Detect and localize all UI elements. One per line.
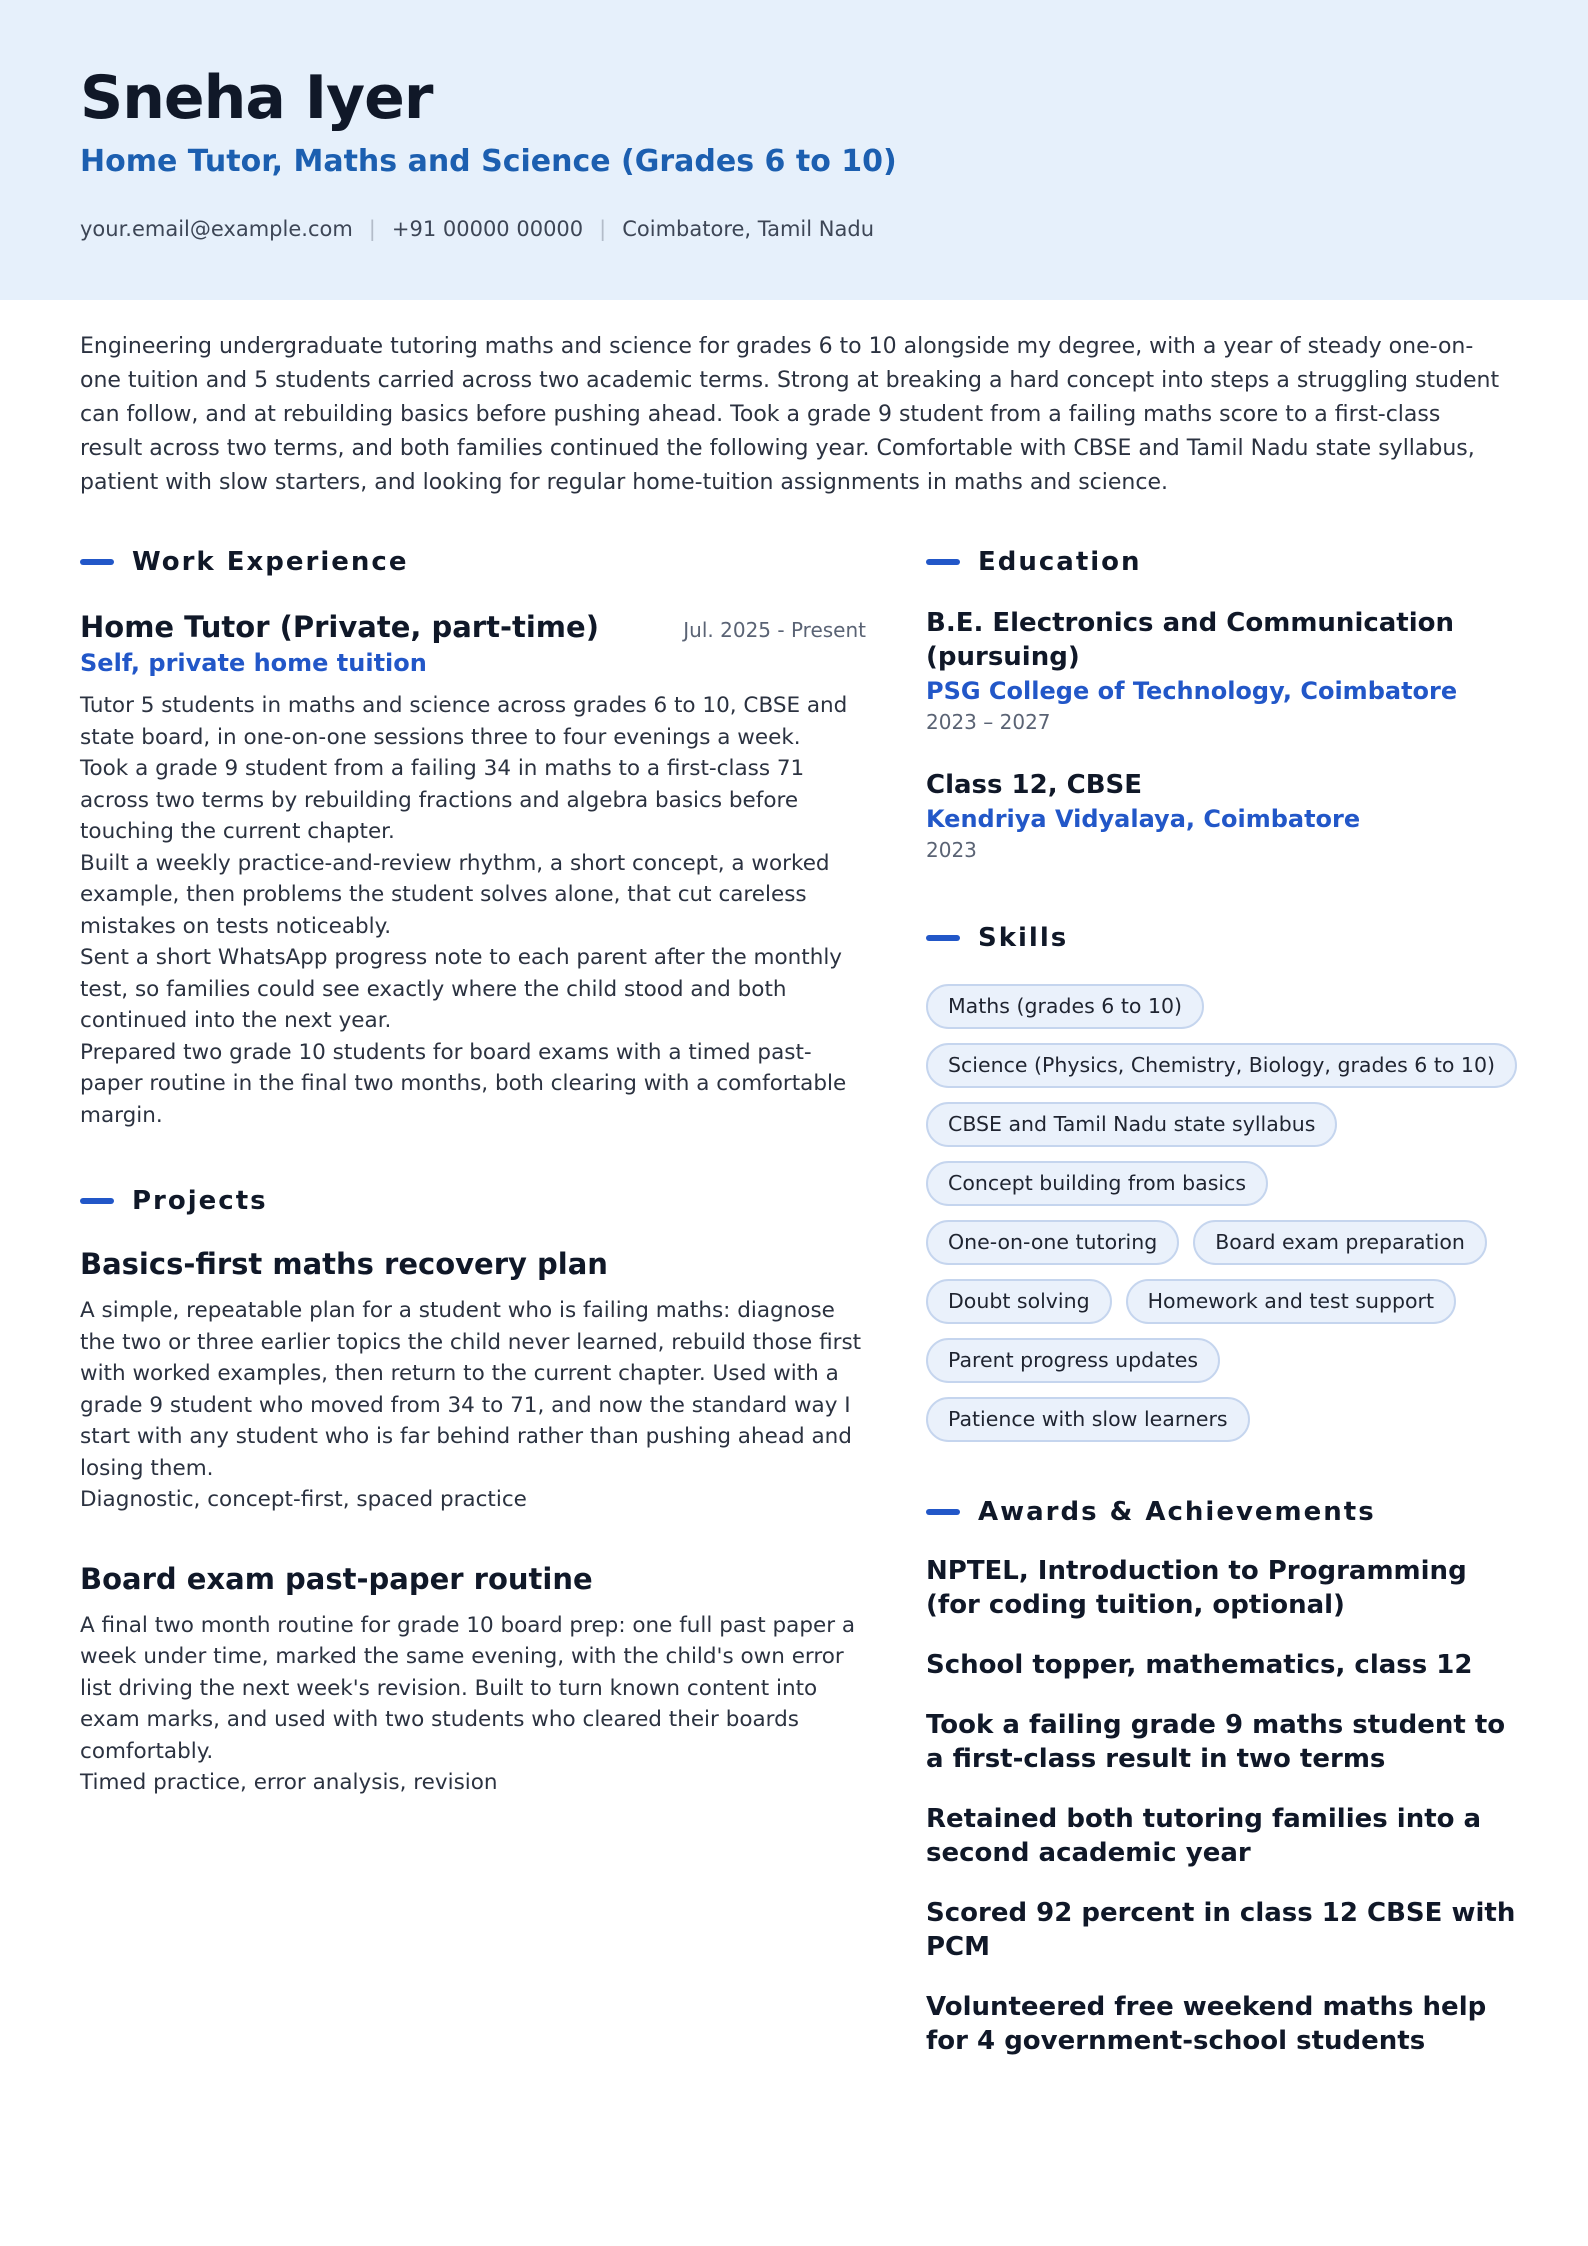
education-school: PSG College of Technology, Coimbatore <box>926 677 1458 705</box>
job-dates: Jul. 2025 - Present <box>683 618 866 642</box>
contact-separator: | <box>599 217 607 241</box>
project-title: Basics-first maths recovery plan <box>80 1247 608 1281</box>
skill-chip: Science (Physics, Chemistry, Biology, grades 6 to 10) <box>926 1043 1517 1088</box>
skill-chip: Board exam preparation <box>1193 1220 1487 1265</box>
project-entry <box>80 1560 866 1799</box>
section-title-label: Skills <box>978 923 1069 953</box>
project-tags: Timed practice, error analysis, revision <box>80 1770 498 1795</box>
award-item: Scored 92 percent in class 12 CBSE with PCM <box>926 1898 1516 1962</box>
contact-separator: | <box>368 217 376 241</box>
skill-chip: CBSE and Tamil Nadu state syllabus <box>926 1102 1337 1147</box>
skills-list <box>926 984 1526 1442</box>
left-column <box>80 544 866 1799</box>
education-years: 2023 – 2027 <box>926 710 1051 734</box>
skill-chip: Parent progress updates <box>926 1338 1220 1383</box>
job-organization: Self, private home tuition <box>80 649 427 677</box>
contact-email: your.email@example.com <box>80 217 353 241</box>
job-bullet: Built a weekly practice-and-review rhythm, a short concept, a worked example, then problems the student solves alone, that cut careless mistakes on tests noticeably. <box>80 850 830 939</box>
section-work-experience <box>80 544 866 580</box>
education-school: Kendriya Vidyalaya, Coimbatore <box>926 805 1361 833</box>
section-accent-bar <box>926 1509 960 1515</box>
education-entry <box>926 768 1516 864</box>
section-accent-bar <box>926 935 960 941</box>
section-awards <box>926 1494 1516 1530</box>
job-bullet: Took a grade 9 student from a failing 34 in maths to a first-class 71 across two terms by rebuilding fractions and algebra basics before touching the current chapter. <box>80 756 805 844</box>
section-title-label: Awards & Achievements <box>978 1497 1376 1527</box>
skill-chip: Homework and test support <box>1126 1279 1456 1324</box>
project-description: A simple, repeatable plan for a student who is failing maths: diagnose the two or three earlier topics the child never learned, rebuild those first with worked examples, then return to the current chapter. Used with a grade 9 student who moved from 34 to 71, and now the standard way I start with any student who is far behind rather than pushing ahead and losing them. <box>80 1298 862 1481</box>
job-entry <box>80 608 866 1131</box>
award-item: Took a failing grade 9 maths student to a first-class result in two terms <box>926 1710 1506 1774</box>
job-header <box>80 608 866 646</box>
education-entry <box>926 606 1516 736</box>
education-degree: B.E. Electronics and Communication (pursuing) <box>926 608 1455 672</box>
contact-phone: +91 00000 00000 <box>391 217 584 241</box>
skill-chip: Patience with slow learners <box>926 1397 1250 1442</box>
section-accent-bar <box>80 559 114 565</box>
right-column <box>926 544 1516 2084</box>
award-item: Volunteered free weekend maths help for 4 government-school students <box>926 1992 1487 2056</box>
education-years: 2023 <box>926 838 977 862</box>
award-item: School topper, mathematics, class 12 <box>926 1650 1473 1680</box>
project-entry <box>80 1245 866 1516</box>
contact-info <box>80 214 874 244</box>
project-title: Board exam past-paper routine <box>80 1561 593 1596</box>
resume-header <box>0 0 1588 300</box>
section-skills <box>926 920 1516 956</box>
award-item: Retained both tutoring families into a second academic year <box>926 1804 1482 1868</box>
job-bullet: Prepared two grade 10 students for board exams with a timed past-paper routine in the final two months, both clearing with a comfortable margin. <box>80 1039 847 1128</box>
award-item: NPTEL, Introduction to Programming (for coding tuition, optional) <box>926 1556 1467 1620</box>
project-tags: Diagnostic, concept-first, spaced practice <box>80 1487 527 1512</box>
candidate-headline: Home Tutor, Maths and Science (Grades 6 to 10) <box>80 144 897 179</box>
skill-chip: Doubt solving <box>926 1279 1112 1324</box>
section-title-label: Projects <box>132 1186 268 1216</box>
education-degree: Class 12, CBSE <box>926 770 1143 800</box>
skill-chip: One-on-one tutoring <box>926 1220 1179 1265</box>
section-title-label: Education <box>978 547 1142 577</box>
awards-list <box>926 1554 1516 2058</box>
section-projects <box>80 1183 866 1219</box>
job-bullet: Sent a short WhatsApp progress note to each parent after the monthly test, so families could see exactly where the child stood and both continued into the next year. <box>80 945 843 1033</box>
skill-chip: Maths (grades 6 to 10) <box>926 984 1204 1029</box>
skill-chip: Concept building from basics <box>926 1161 1268 1206</box>
job-bullet: Tutor 5 students in maths and science across grades 6 to 10, CBSE and state board, in one-on-one sessions three to four evenings a week. <box>80 693 848 750</box>
job-bullets <box>80 690 866 1131</box>
section-title-label: Work Experience <box>132 547 409 577</box>
professional-summary: Engineering undergraduate tutoring maths and science for grades 6 to 10 alongside my degree, with a year of steady one-on-one tuition and 5 students carried across two academic terms. Strong at breaking a hard concept into steps a struggling student can follow, and at rebuilding basics before pushing ahead. Took a grade 9 student from a failing maths score to a first-class result across two terms, and both families continued the following year. Comfortable with CBSE and Tamil Nadu state syllabus, patient with slow starters, and looking for regular home-tuition assignments in maths and science. <box>80 334 1500 495</box>
section-accent-bar <box>926 559 960 565</box>
section-education <box>926 544 1516 580</box>
project-description: A final two month routine for grade 10 board prep: one full past paper a week under time, marked the same evening, with the child's own error list driving the next week's revision. Built to turn known content into exam marks, and used with two students who cleared their boards comfortably. <box>80 1612 856 1764</box>
job-title: Home Tutor (Private, part-time) <box>80 610 599 644</box>
candidate-name: Sneha Iyer <box>80 63 433 133</box>
section-accent-bar <box>80 1198 114 1204</box>
contact-location: Coimbatore, Tamil Nadu <box>622 217 874 241</box>
